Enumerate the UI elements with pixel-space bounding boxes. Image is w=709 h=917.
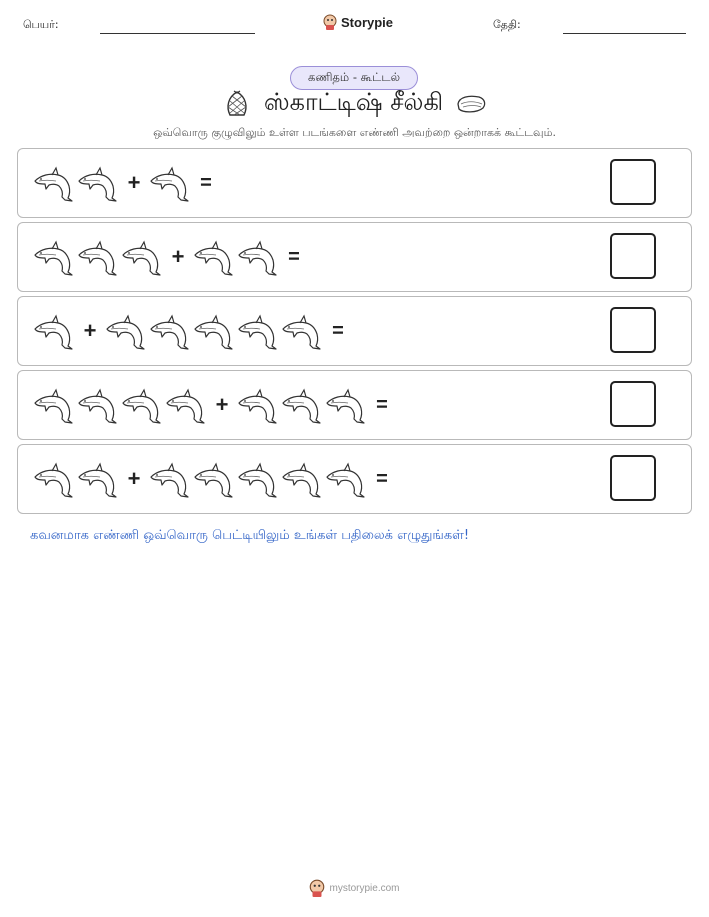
brand-name: Storypie — [341, 14, 394, 30]
dolphin-icon — [32, 386, 76, 424]
dolphin-icon — [192, 312, 236, 350]
problem-items — [32, 297, 352, 365]
dolphin-icon — [148, 312, 192, 350]
dolphin-icon — [32, 312, 76, 350]
dolphin-icon — [120, 238, 164, 276]
equals-sign: = — [376, 393, 388, 416]
equals-sign: = — [376, 467, 388, 490]
problem-row — [17, 296, 692, 366]
answer-box[interactable] — [610, 307, 656, 353]
problem-items — [32, 371, 396, 439]
equals-sign: = — [200, 171, 212, 194]
footer-site: mystorypie.com — [329, 882, 400, 894]
dolphin-icon — [236, 386, 280, 424]
dolphin-icon — [76, 460, 120, 498]
answer-box[interactable] — [610, 233, 656, 279]
problem-items — [32, 445, 396, 513]
dolphin-icon — [236, 312, 280, 350]
dolphin-icon — [280, 386, 324, 424]
dolphin-icon — [324, 460, 368, 498]
problem-row — [17, 222, 692, 292]
name-label: பெயர்: — [23, 18, 59, 31]
dolphin-icon — [76, 164, 120, 202]
dolphin-icon — [324, 386, 368, 424]
dolphin-icon — [32, 238, 76, 276]
dolphin-icon — [76, 238, 120, 276]
problem-items — [32, 149, 220, 217]
brand-logo — [323, 14, 393, 30]
dolphin-icon — [148, 164, 192, 202]
answer-box[interactable] — [610, 455, 656, 501]
plus-sign: + — [83, 318, 97, 343]
problem-row — [17, 148, 692, 218]
dolphin-icon — [32, 460, 76, 498]
dolphin-icon — [76, 386, 120, 424]
dolphin-icon — [192, 460, 236, 498]
footer-note: கவனமாக எண்ணி ஒவ்வொரு பெட்டியிலும் உங்கள் பதிலைக் எழுதுங்கள்! — [30, 528, 470, 543]
date-line[interactable] — [563, 33, 686, 34]
dolphin-icon — [148, 460, 192, 498]
plus-sign: + — [127, 466, 141, 491]
storypie-logo-icon — [309, 879, 325, 897]
answer-box[interactable] — [610, 381, 656, 427]
equals-sign: = — [288, 245, 300, 268]
name-line[interactable] — [100, 33, 255, 34]
problem-items — [32, 223, 308, 291]
page-title: ஸ்காட்டிஷ் சீல்கி — [263, 88, 444, 116]
subject-badge: கணிதம் - கூட்டல் — [290, 66, 418, 90]
answer-box[interactable] — [610, 159, 656, 205]
plus-sign: + — [127, 170, 141, 195]
equals-sign: = — [332, 319, 344, 342]
shell-icon — [222, 89, 252, 119]
plus-sign: + — [215, 392, 229, 417]
problem-row — [17, 444, 692, 514]
dolphin-icon — [280, 312, 324, 350]
storypie-logo-icon — [323, 14, 337, 30]
title-row — [0, 88, 709, 119]
dolphin-icon — [164, 386, 208, 424]
plus-sign: + — [171, 244, 185, 269]
dolphin-icon — [236, 460, 280, 498]
problem-row — [17, 370, 692, 440]
footer-brand — [0, 879, 709, 897]
rock-icon — [455, 92, 487, 116]
dolphin-icon — [280, 460, 324, 498]
instruction-text: ஒவ்வொரு குழுவிலும் உள்ள படங்களை எண்ணி அவற்றை ஒன்றாகக் கூட்டவும். — [153, 126, 556, 139]
dolphin-icon — [120, 386, 164, 424]
dolphin-icon — [32, 164, 76, 202]
dolphin-icon — [104, 312, 148, 350]
dolphin-icon — [192, 238, 236, 276]
date-label: தேதி: — [493, 18, 521, 31]
dolphin-icon — [236, 238, 280, 276]
